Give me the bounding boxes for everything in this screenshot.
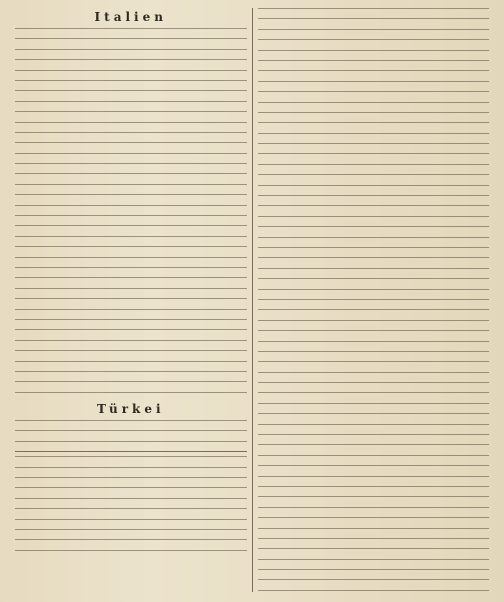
section-heading-tuerkei: Türkei bbox=[96, 402, 165, 417]
column-right bbox=[253, 8, 495, 592]
section-divider bbox=[15, 451, 247, 452]
article-body-tuerkei bbox=[15, 420, 247, 442]
article-body-continued bbox=[15, 456, 247, 551]
article-body-italien bbox=[15, 28, 247, 393]
article-body-right bbox=[258, 8, 490, 592]
column-left bbox=[10, 8, 253, 592]
section-heading-italien: Italien bbox=[94, 10, 167, 24]
